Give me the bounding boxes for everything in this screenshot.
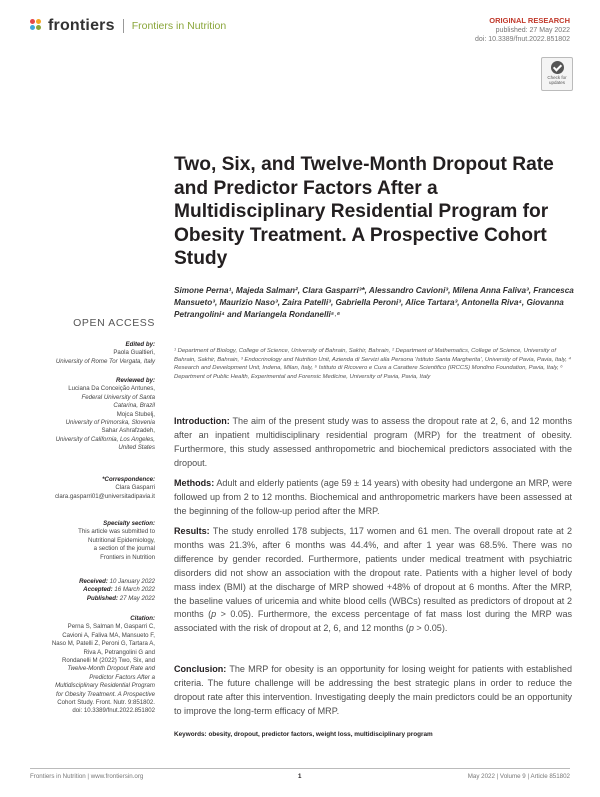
specialty-line: a section of the journal — [93, 545, 155, 553]
abstract-introduction: Introduction: The aim of the present study was to assess the dropout rate at 2, 6, and 12 months after an inpatient multidisciplinary residential program (MRP) for the treatment of obesity. Furthermore, this study assessed anthropometric and biochemical predictors associated with the dropout. — [174, 416, 572, 468]
specialty-line: Nutritional Epidemiology, — [88, 536, 155, 544]
citation-line: Naso M, Patelli Z, Peroni G, Tartara A, — [51, 640, 155, 648]
open-access-label: OPEN ACCESS — [73, 317, 155, 329]
citation-heading: Citation: — [130, 615, 155, 622]
doi[interactable]: doi: 10.3389/fnut.2022.851802 — [475, 36, 570, 43]
author-list[interactable]: Simone Perna¹, Majeda Salman², Clara Gasparri³*, Alessandro Cavioni³, Milena Anna Faliva³, Francesca Mansueto³, Maurizio Naso³, Zaira Patelli³, Gabriella Peroni³, Alice Tartara³, Antonella Riva⁴, Giovanna Petrangolini⁴ and Mariangela Rondanelli⁵˒⁶ — [174, 286, 574, 319]
footer-journal-link[interactable]: Frontiers in Nutrition | www.frontiersin.org — [30, 773, 144, 780]
specialty-section-block — [30, 520, 155, 562]
specialty-heading: Specialty section: — [103, 520, 155, 527]
updates-label: updates — [548, 80, 565, 85]
received-date: Received: 10 January 2022 — [79, 578, 155, 585]
editor-name[interactable]: Paola Gualtieri, — [113, 349, 155, 357]
citation-block — [30, 615, 155, 716]
published-date: published: 27 May 2022 — [495, 26, 570, 34]
citation-doi[interactable]: doi: 10.3389/fnut.2022.851802 — [72, 707, 155, 715]
abstract-methods: Methods: Adult and elderly patients (age 59 ± 14 years) with obesity had undergone an MRP, were followed up from 2 to 12 months. Biochemical and anthropometric markers have been assessed at the beginning of the follow-up period after the MRP. — [174, 478, 572, 516]
reviewer-affiliation: University of Primorska, Slovenia — [65, 419, 155, 427]
reviewer-affiliation: United States — [118, 444, 155, 452]
edited-by-block — [30, 341, 155, 366]
page-number: 1 — [298, 773, 302, 780]
keywords: Keywords: obesity, dropout, predictor factors, weight loss, multidisciplinary program — [174, 731, 433, 738]
footer-volume-info: May 2022 | Volume 9 | Article 851802 — [467, 773, 570, 780]
journal-logo[interactable] — [30, 17, 226, 35]
reviewed-by-block — [30, 377, 155, 453]
citation-line: Riva A, Petrangolini G and — [83, 648, 155, 656]
abstract-conclusion: Conclusion: The MRP for obesity is an opportunity for losing weight for patients with established criteria. The future challenge will be addressing the best strategic plans in order to reduce the dropout rate after this intervention. Investigating deeply the main predictors could be an opportunity to improve the long-term efficacy of MRP. — [174, 664, 572, 716]
check-for-updates-badge[interactable] — [541, 57, 573, 91]
citation-line: Rondanelli M (2022) Two, Six, and — [61, 657, 155, 665]
citation-line: Multidisciplinary Residential Program — [55, 682, 155, 690]
citation-line: for Obesity Treatment. A Prospective — [55, 690, 155, 698]
reviewer-affiliation: Federal University of Santa — [81, 393, 155, 401]
frontiers-logo-icon — [30, 19, 44, 33]
citation-line: Perna S, Salman M, Gasparri C, — [67, 623, 155, 631]
correspondence-block — [30, 476, 155, 501]
journal-name: Frontiers in Nutrition — [131, 20, 227, 32]
article-type: ORIGINAL RESEARCH — [489, 16, 570, 25]
logo-divider — [123, 19, 124, 33]
abstract-results: Results: The study enrolled 178 subjects, 117 women and 61 men. The overall dropout rate at 2 months was 21.3%, after 6 months was 44.4%, and after 1 year was 68.5%. There was no difference by gender recorded. Furthermore, patients under medical treatment with psychiatric disorders did not show an association with the dropout rate. Patients with a higher level of body mass index (BMI) at the discharge of MRP showed +48% of dropout at 6 months. After the MRP, the baseline values of uricemia and white blood cells (WBCs) resulted as predictors of dropout at 2 months (p > 0.05). Furthermore, the excess percentage of fat mass lost during the MRP was associated with the risk of dropout at 2, 6, and 12 months (p > 0.05). — [174, 526, 572, 634]
citation-line: Predictor Factors After a — [89, 673, 155, 681]
reviewer-name[interactable]: Sahar Ashrafzadeh, — [101, 427, 155, 435]
accepted-date: Accepted: 16 March 2022 — [83, 586, 155, 594]
dates-block — [30, 578, 155, 603]
corresponding-author: Clara Gasparri — [115, 484, 155, 492]
citation-line: Cavioni A, Faliva MA, Mansueto F, — [62, 631, 155, 639]
edited-by-heading: Edited by: — [125, 341, 155, 348]
citation-line: Twelve-Month Dropout Rate and — [67, 665, 155, 673]
check-icon — [551, 61, 564, 74]
reviewer-affiliation: University of California, Los Angeles, — [55, 435, 155, 443]
brand-name: frontiers — [48, 17, 115, 34]
correspondence-email[interactable]: clara.gasparri01@universitadipavia.it — [54, 492, 155, 500]
reviewer-affiliation: Catarina, Brazil — [113, 402, 155, 410]
published-date-side: Published: 27 May 2022 — [86, 594, 155, 602]
article-title: Two, Six, and Twelve-Month Dropout Rate and Predictor Factors After a Multidisciplinary Residential Program for Obesity Treatment. A Prospective Cohort Study — [174, 154, 554, 269]
reviewed-by-heading: Reviewed by: — [116, 377, 155, 384]
correspondence-heading: *Correspondence: — [102, 476, 155, 483]
reviewer-name[interactable]: Luciana Da Conceição Antunes, — [68, 385, 155, 393]
affiliations: ¹ Department of Biology, College of Science, University of Bahrain, Sakhir, Bahrain, ² Department of Mathematics, College of Science, University of Bahrain, Sakhir, Bahrain, ³ Endocrinology and Nutrition Unit, Azienda di Servizi alla Persona ‘Istituto Santa Margherita’, University of Pavia, Pavia, Italy, ⁴ Research and Development Unit, Indena, Milan, Italy, ⁵ Istituto di Ricovero e Cura a Carattere Scientifico (IRCCS) Mondino Foundation, Pavia, Italy, ⁶ Department of Public Health, Experimental and Forensic Medicine, University of Pavia, Pavia, Italy — [174, 348, 572, 380]
specialty-line: Frontiers in Nutrition — [100, 553, 155, 561]
citation-line: Cohort Study. Front. Nutr. 9:851802. — [57, 699, 155, 707]
specialty-line: This article was submitted to — [78, 528, 155, 536]
check-label: Check for — [547, 75, 567, 80]
article-meta — [475, 16, 570, 45]
reviewer-name[interactable]: Mojca Stubelj, — [116, 410, 155, 418]
editor-affiliation: University of Rome Tor Vergata, Italy — [55, 357, 155, 365]
